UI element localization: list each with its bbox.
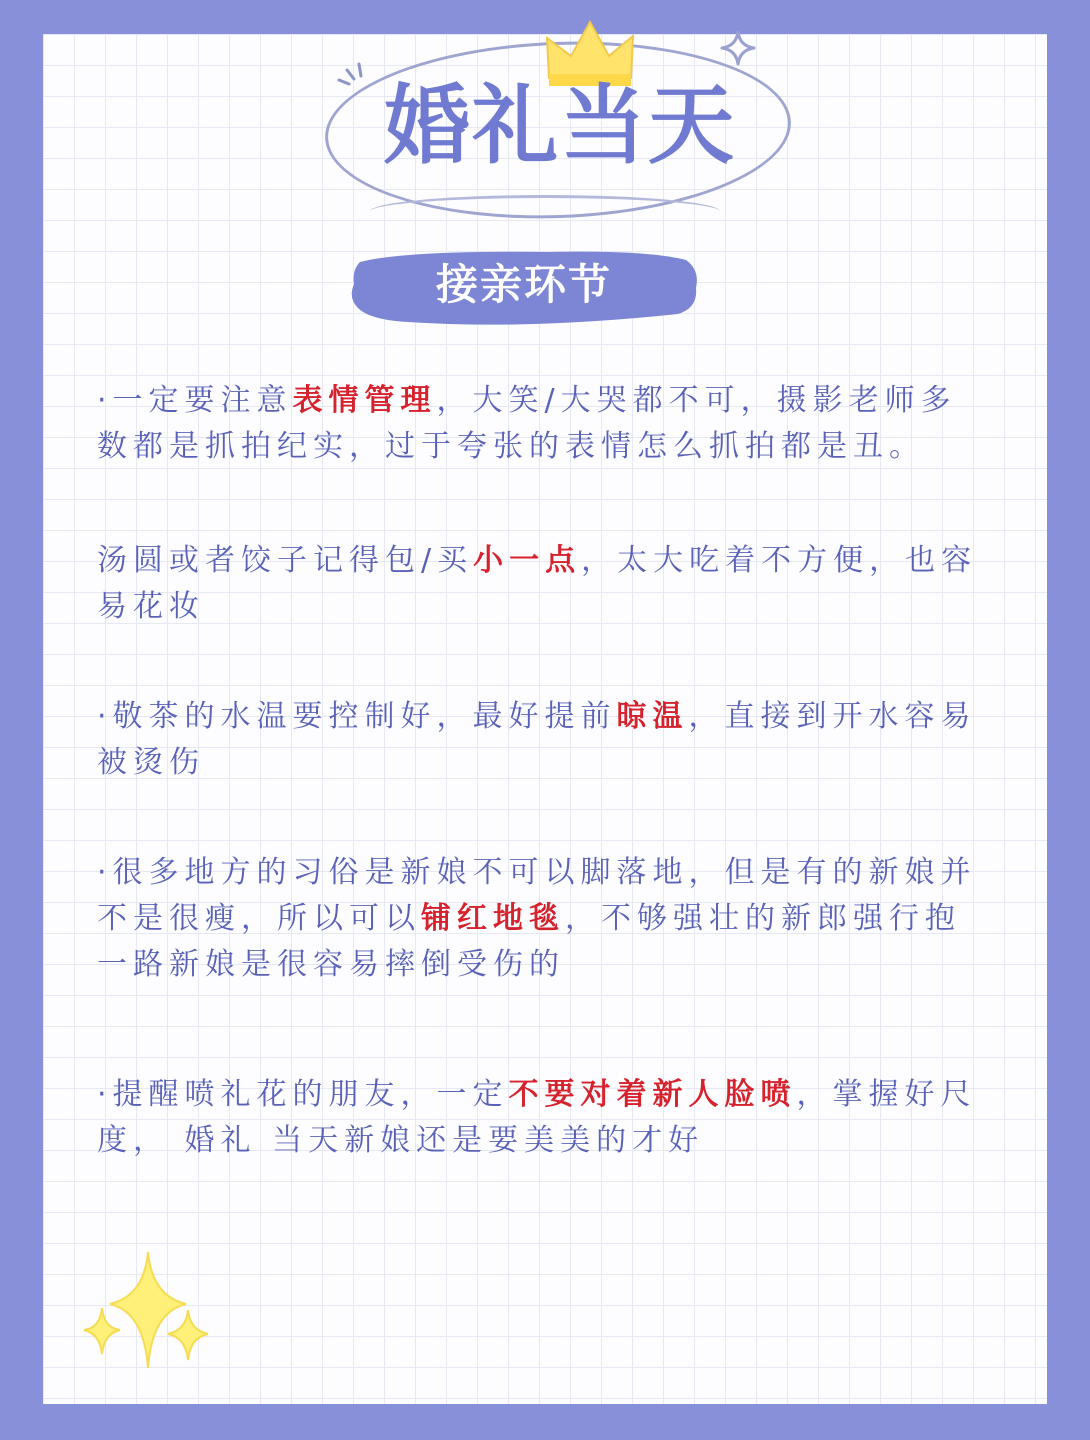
tip-text: ·敬茶的水温要控制好，最好提前 <box>97 699 617 734</box>
tip-text: ，太大吃着不方便，也容易花妆 <box>97 543 978 624</box>
tip-highlight: 不要对着新人脸喷 <box>508 1077 797 1112</box>
sparkle-stars-icon <box>82 1248 214 1380</box>
tip-text: ，不够强壮的新郎强行抱一路新娘是很容易摔倒受伤的 <box>97 901 961 982</box>
title-ellipse-underline <box>370 195 720 228</box>
tip-text: ，直接到开水容易被烫伤 <box>97 699 977 780</box>
tip-text: 汤圆或者饺子记得包/买 <box>97 543 474 578</box>
tip-paragraph-4 <box>97 850 987 988</box>
tip-paragraph-5 <box>97 1072 987 1164</box>
sparkle-icon <box>720 30 756 66</box>
tip-paragraph-3 <box>97 694 987 786</box>
tip-text: ·提醒喷礼花的朋友，一定 <box>97 1077 509 1112</box>
tip-text: ·很多地方的习俗是新娘不可以脚落地，但是有的新娘并不是很瘦，所以可以 <box>97 855 977 936</box>
tip-paragraph-1 <box>97 378 987 470</box>
tip-text: ，大笑/大哭都不可，摄影老师多数都是抓拍纪实，过于夸张的表情怎么抓拍都是丑。 <box>97 383 957 464</box>
tip-paragraph-2 <box>97 538 987 630</box>
tip-text: ，掌握好尺度， 婚礼 当天新娘还是要美美的才好 <box>97 1077 977 1158</box>
tip-highlight: 铺红地毯 <box>421 901 565 936</box>
page-title: 婚礼当天 <box>384 76 736 176</box>
tip-text: ·一定要注意 <box>97 383 293 418</box>
tip-highlight: 小一点 <box>473 543 582 578</box>
section-title: 接亲环节 <box>435 260 612 309</box>
tip-highlight: 表情管理 <box>292 383 437 418</box>
tip-highlight: 晾温 <box>616 699 689 734</box>
